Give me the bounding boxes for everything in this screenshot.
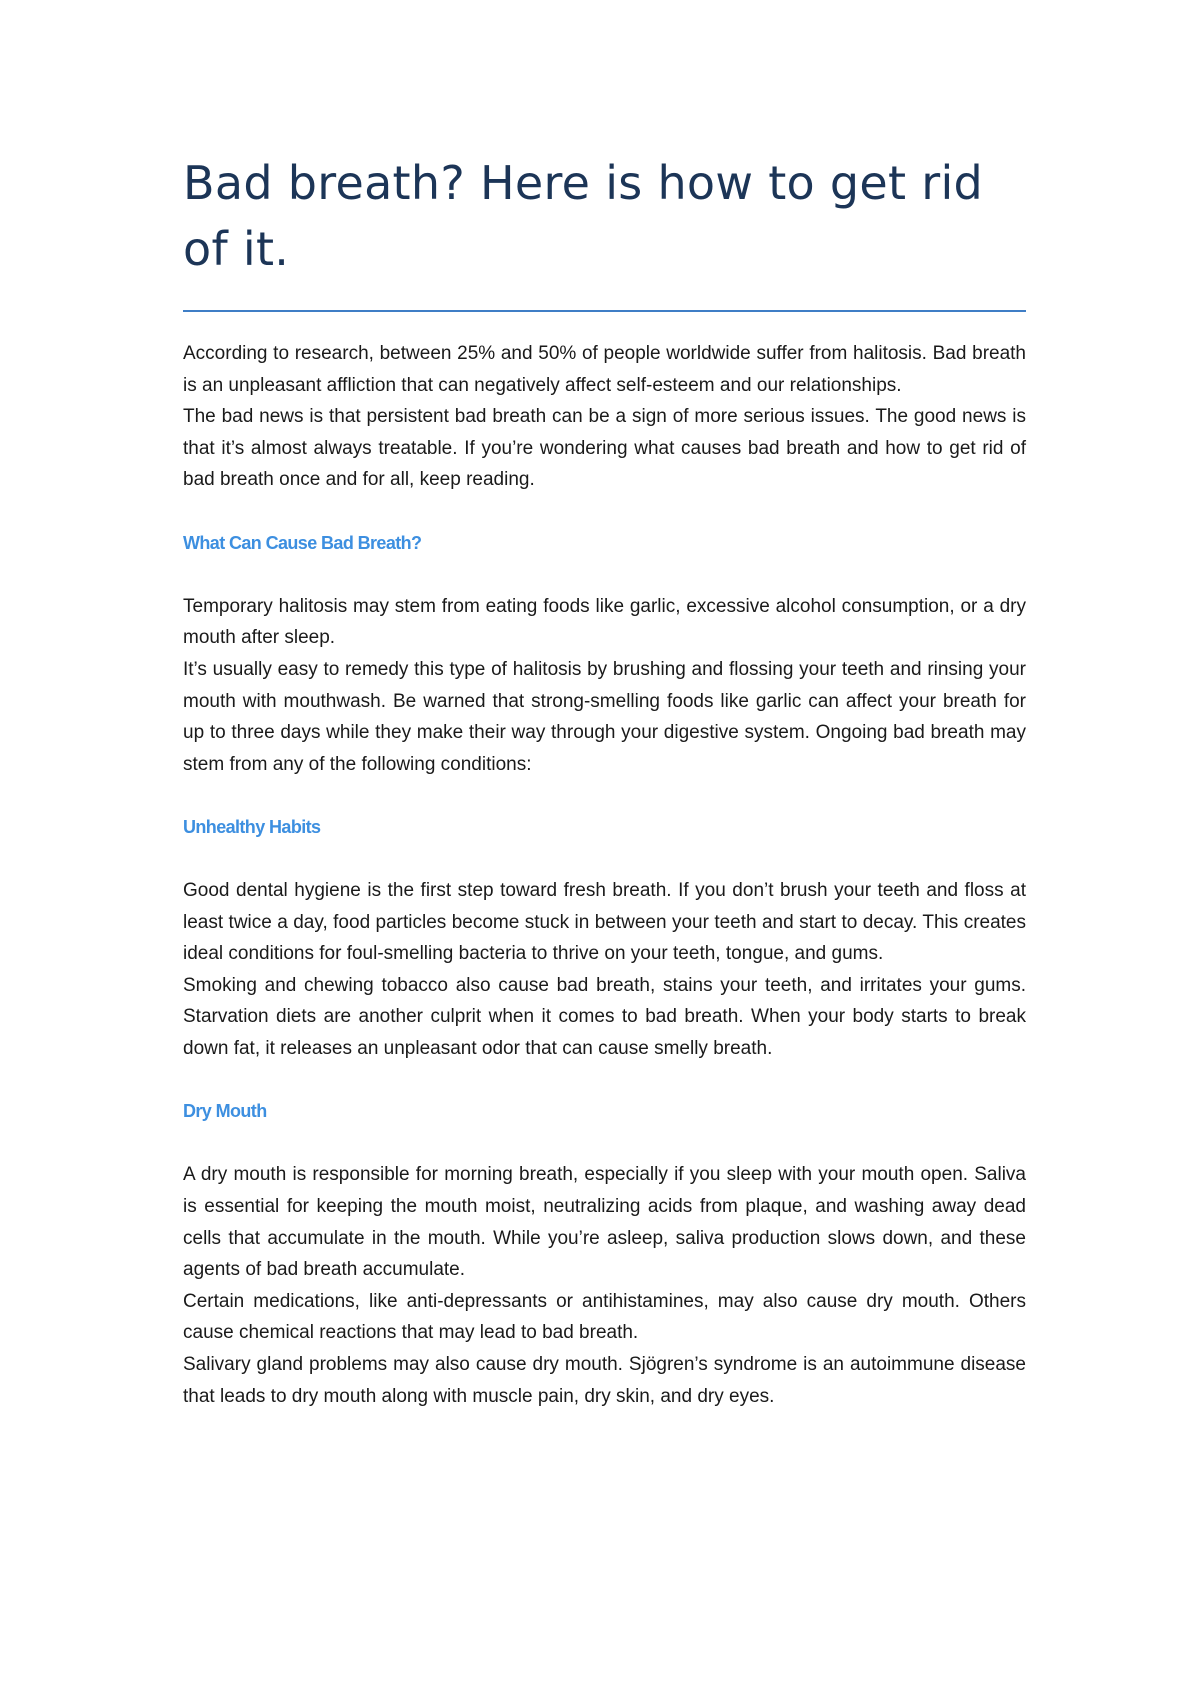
spacer xyxy=(183,496,1026,528)
section-heading-causes: What Can Cause Bad Breath? xyxy=(183,532,422,553)
section-paragraph: A dry mouth is responsible for morning breath, especially if you sleep with your mouth open. Saliva is essential for keeping the mouth moist, neutralizing acids from plaque, and washing away dead cells that accumulate in the mouth. While you’re asleep, saliva production slows down, and these agents of bad breath accumulate. xyxy=(183,1164,1026,1281)
document-title: Bad breath? Here is how to get rid of it. xyxy=(183,156,984,276)
section-heading-unhealthy-habits: Unhealthy Habits xyxy=(183,816,321,837)
section-heading-dry-mouth: Dry Mouth xyxy=(183,1101,267,1122)
intro-paragraph: The bad news is that persistent bad breath can be a sign of more serious issues. The good news is that it’s almost always treatable. If you’re wondering what causes bad breath and how to get rid of bad breath once and for all, keep reading. xyxy=(183,406,1026,491)
section-paragraph: Good dental hygiene is the first step toward fresh breath. If you don’t brush your teeth and floss at least twice a day, food particles become stuck in between your teeth and start to decay. This creates ideal conditions for foul-smelling bacteria to thrive on your teeth, tongue, and gums. xyxy=(183,880,1026,965)
spacer xyxy=(183,559,1026,591)
spacer xyxy=(183,780,1026,812)
document-page xyxy=(183,150,1026,1412)
spacer xyxy=(183,844,1026,876)
spacer xyxy=(183,1128,1026,1160)
section-paragraph: Certain medications, like anti-depressants or antihistamines, may also cause dry mouth. Others cause chemical reactions that may lead to bad breath. xyxy=(183,1290,1026,1344)
section-paragraph: Temporary halitosis may stem from eating foods like garlic, excessive alcohol consumption, or a dry mouth after sleep. xyxy=(183,595,1026,649)
intro-paragraph: According to research, between 25% and 50% of people worldwide suffer from halitosis. Bad breath is an unpleasant affliction that can negatively affect self-esteem and our relationships. xyxy=(183,343,1026,396)
title-divider xyxy=(183,310,1026,312)
document-body xyxy=(183,338,1026,1412)
spacer xyxy=(183,1065,1026,1097)
section-paragraph: Salivary gland problems may also cause dry mouth. Sjögren’s syndrome is an autoimmune disease that leads to dry mouth along with muscle pain, dry skin, and dry eyes. xyxy=(183,1354,1026,1407)
section-paragraph: It’s usually easy to remedy this type of halitosis by brushing and flossing your teeth and rinsing your mouth with mouthwash. Be warned that strong-smelling foods like garlic can affect your breath for up to three days while they make their way through your digestive system. Ongoing bad breath may stem from any of the following conditions: xyxy=(183,658,1026,775)
section-paragraph: Smoking and chewing tobacco also cause bad breath, stains your teeth, and irritates your gums. Starvation diets are another culprit when it comes to bad breath. When your body starts to break down fat, it releases an unpleasant odor that can cause smelly breath. xyxy=(183,974,1026,1060)
